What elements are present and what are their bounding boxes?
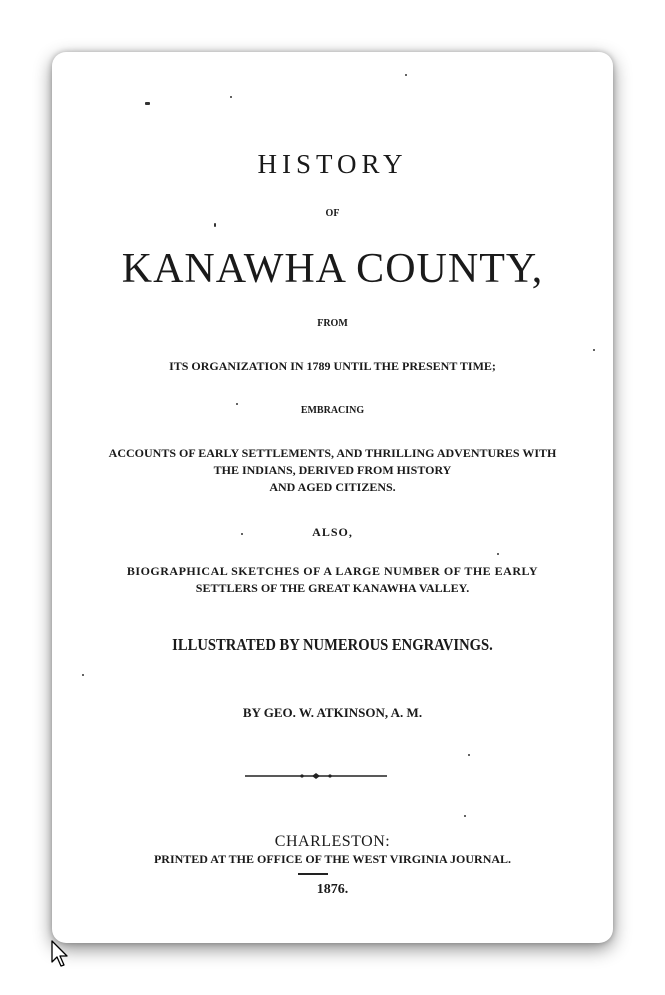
author-line: BY GEO. W. ATKINSON, A. M. [242,705,423,720]
scan-speck [241,533,243,535]
printer-line: PRINTED AT THE OFFICE OF THE WEST VIRGINIA JOURNAL. [153,852,512,866]
scan-speck [593,349,595,351]
accounts-line-3: AND AGED CITIZENS. [269,480,396,494]
subtitle-from: FROM [317,318,348,329]
place-charleston: CHARLESTON: [274,833,391,850]
bio-line-1: BIOGRAPHICAL SKETCHES OF A LARGE NUMBER OF THE EARLY [126,564,539,578]
accounts-line-1: ACCOUNTS OF EARLY SETTLEMENTS, AND THRILLING ADVENTURES WITH [108,446,557,460]
accounts-line-2: THE INDIANS, DERIVED FROM HISTORY [213,463,452,477]
ornamental-rule-icon [245,773,387,779]
title-county: KANAWHA COUNTY, [121,246,544,292]
scan-speck [405,74,407,76]
mouse-pointer-icon [50,940,70,970]
scan-speck [82,674,84,676]
book-title-page [52,52,613,943]
scan-speck [145,102,150,105]
scan-speck [236,403,238,405]
illustrated-line: ILLUSTRATED BY NUMEROUS ENGRAVINGS. [172,635,493,654]
subtitle-embracing: EMBRACING [300,405,365,416]
scan-speck [230,96,232,98]
title-history: HISTORY [257,149,408,179]
scan-speck [214,223,216,227]
subtitle-organization: ITS ORGANIZATION IN 1789 UNTIL THE PRESENT TIME; [169,359,496,373]
subtitle-also: ALSO, [312,525,353,539]
bio-line-2: SETTLERS OF THE GREAT KANAWHA VALLEY. [195,581,470,595]
publication-year: 1876. [316,882,349,897]
scan-speck [464,815,466,817]
scan-speck [468,754,470,756]
year-divider [298,873,328,875]
scan-speck [497,553,499,555]
title-of: OF [325,208,340,219]
